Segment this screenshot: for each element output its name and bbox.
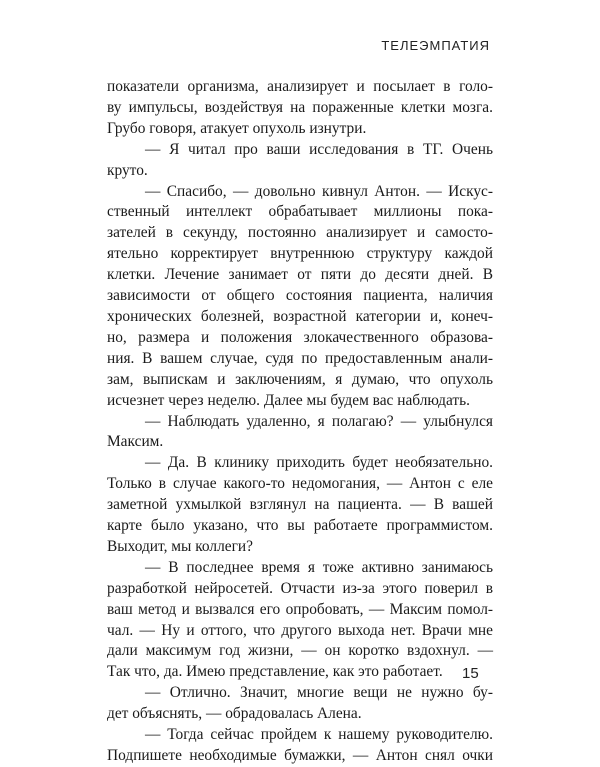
text-line: — Я читал про ваши исследования в ТГ. Очень (145, 140, 493, 158)
text-line: зам, выпискам и заключениям, я думаю, что опухоль (107, 370, 493, 388)
text-line: круто. (107, 161, 148, 179)
text-line: дет объяснять, — обрадовалась Алена. (107, 705, 362, 723)
text-line: — Спасибо, — довольно кивнул Антон. — Искус- (145, 182, 493, 200)
text-line: — Тогда сейчас пройдем к нашему руководителю. (145, 726, 493, 744)
running-header: ТЕЛЕЭМПАТИЯ (381, 38, 490, 53)
text-line: Грубо говоря, атакует опухоль изнутри. (107, 119, 367, 137)
text-line: Так что, да. Имею представление, как это работает. (107, 663, 443, 681)
text-line: зависимости от общего состояния пациента, наличия (107, 287, 493, 305)
text-line: ятельно корректирует внутреннюю структуру каждой (107, 245, 493, 263)
text-line: Выходит, мы коллеги? (107, 537, 253, 555)
page-body-text (107, 77, 493, 767)
text-line: Максим. (107, 433, 164, 451)
page-number: 15 (462, 665, 479, 682)
text-line: карте было указано, что вы работаете программистом. (107, 517, 493, 535)
text-line: — В последнее время я тоже активно занимаюсь (145, 558, 493, 576)
text-line: зателей в секунду, постоянно анализирует и самосто- (107, 224, 493, 242)
text-line: — Да. В клинику приходить будет необязательно. (145, 454, 493, 472)
text-line: заметной ухмылкой взглянул на пациента. — В вашей (107, 496, 493, 514)
text-line: ваш метод и вызвался его опробовать, — Максим помол- (107, 600, 493, 618)
text-line: исчезнет через неделю. Далее мы будем вас наблюдать. (107, 391, 470, 409)
text-line: ния. В вашем случае, судя по предоставленным анали- (107, 349, 493, 367)
text-line: дали максимум год жизни, — он коротко вздохнул. — (107, 642, 493, 660)
text-line: — Наблюдать удаленно, я полагаю? — улыбнулся (145, 412, 493, 430)
text-line: Подпишете необходимые бумажки, — Антон снял очки (107, 747, 493, 764)
text-line: ственный интеллект обрабатывает миллионы пока- (107, 203, 493, 221)
text-line: показатели организма, анализирует и посылает в голо- (107, 78, 493, 95)
text-line: клетки. Лечение занимает от пяти до десяти дней. В (107, 266, 493, 284)
text-line: ву импульсы, воздействуя на пораженные клетки мозга. (107, 98, 493, 116)
text-line: хронических болезней, возрастной категории и, конеч- (107, 307, 493, 325)
text-line: Только в случае какого-то недомогания, — Антон с еле (107, 475, 493, 493)
text-line: но, размера и положения злокачественного образова- (107, 328, 493, 346)
text-line: разработкой нейросетей. Отчасти из-за этого поверил в (107, 579, 493, 597)
text-line: чал. — Ну и оттого, что другого выхода нет. Врачи мне (107, 621, 493, 639)
text-line: — Отлично. Значит, многие вещи не нужно бу- (145, 684, 493, 702)
